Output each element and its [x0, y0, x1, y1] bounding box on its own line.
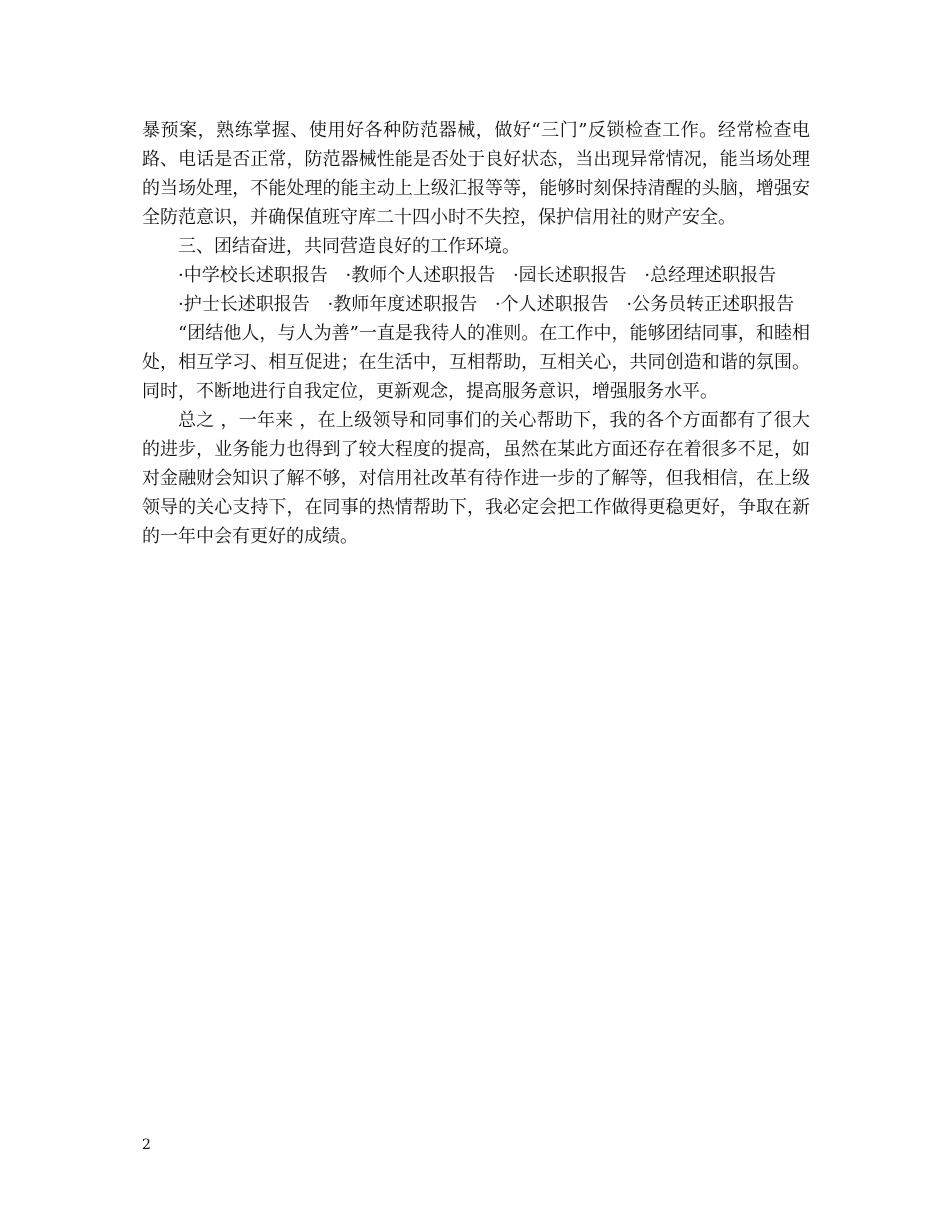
- page-number: 2: [142, 1137, 151, 1153]
- related-links-row-2: [142, 290, 810, 319]
- related-link-teacher-annual-report[interactable]: ·教师年度述职报告: [327, 294, 478, 315]
- document-body: [142, 116, 810, 551]
- related-link-general-manager-report[interactable]: ·总经理述职报告: [644, 265, 777, 286]
- related-link-kindergarten-director-report[interactable]: ·园长述职报告: [512, 265, 627, 286]
- paragraph-security-duties: 暴预案，熟练掌握、使用好各种防范器械，做好“三门”反锁检查工作。经常检查电路、电话是否正常，防范器械性能是否处于良好状态，当出现异常情况，能当场处理的当场处理，不能处理的能主动上上级汇报等等，能够时刻保持清醒的头脑，增强安全防范意识，并确保值班守库二十四小时不失控，保护信用社的财产安全。: [142, 120, 810, 228]
- related-link-personal-report[interactable]: ·个人述职报告: [494, 294, 609, 315]
- related-links-row-1: [142, 261, 810, 290]
- related-link-head-nurse-report[interactable]: ·护士长述职报告: [178, 294, 310, 315]
- paragraph-teamwork-principle: “团结他人，与人为善”一直是我待人的准则。在工作中，能够团结同事，和睦相处，相互学习、相互促进；在生活中，互相帮助，互相关心，共同创造和谐的氛围。同时，不断地进行自我定位，更新观念，提高服务意识，增强服务水平。: [142, 323, 810, 402]
- related-link-principal-report[interactable]: ·中学校长述职报告: [178, 265, 328, 286]
- related-link-civil-servant-report[interactable]: ·公务员转正述职报告: [626, 294, 795, 315]
- related-link-teacher-personal-report[interactable]: ·教师个人述职报告: [345, 265, 496, 286]
- paragraph-conclusion: 总之 ，一年来 ，在上级领导和同事们的关心帮助下，我的各个方面都有了很大的进步，业务能力也得到了较大程度的提高，虽然在某此方面还存在着很多不足，如对金融财会知识了解不够，对信用社改革有待作进一步的了解等，但我相信，在上级领导的关心支持下，在同事的热情帮助下，我必定会把工作做得更稳更好，争取在新的一年中会有更好的成绩。: [142, 410, 810, 547]
- section-heading-teamwork: 三、团结奋进，共同营造良好的工作环境。: [178, 236, 520, 257]
